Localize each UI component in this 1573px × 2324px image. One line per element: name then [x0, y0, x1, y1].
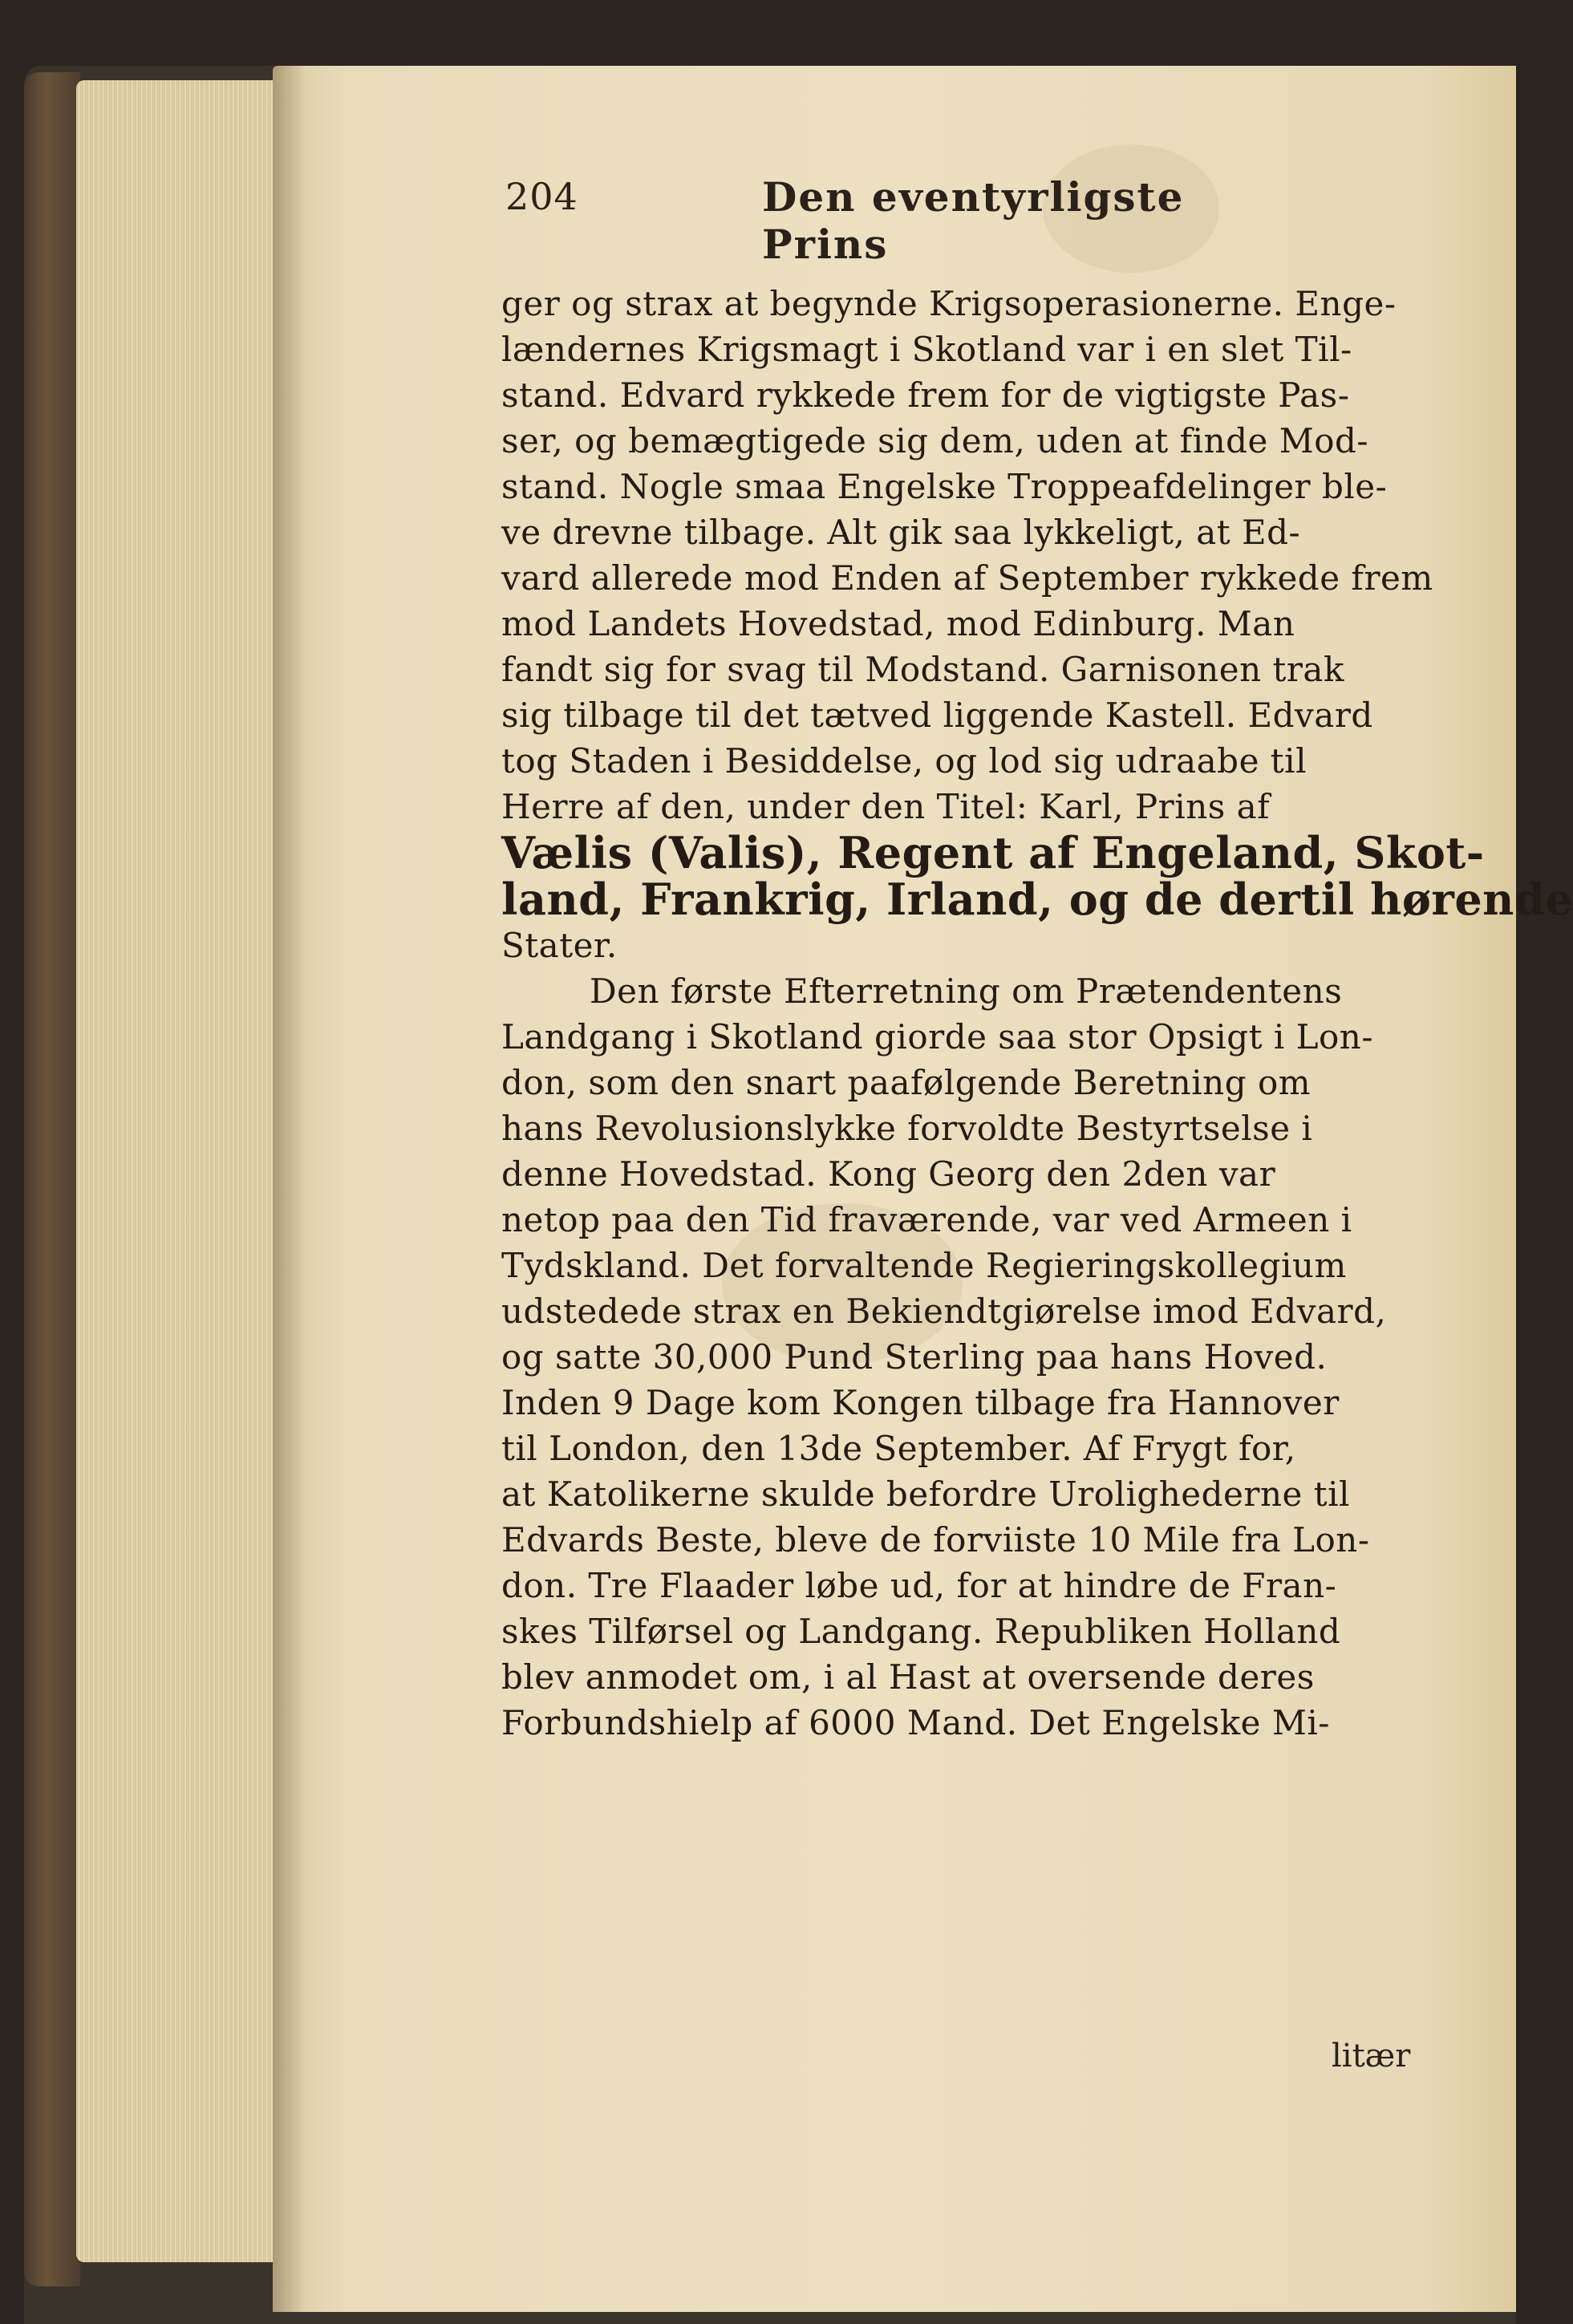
- text-line: don. Tre Flaader løbe ud, for at hindre de Fran-: [501, 1566, 1337, 1605]
- text-line: tog Staden i Besiddelse, og lod sig udraabe til: [501, 741, 1307, 781]
- text-line: lændernes Krigsmagt i Skotland var i en slet Til-: [501, 330, 1352, 369]
- text-line: don, som den snart paafølgende Beretning om: [501, 1063, 1312, 1102]
- page-header: [505, 167, 1307, 268]
- text-line: hans Revolusionslykke forvoldte Bestyrtselse i: [501, 1109, 1313, 1148]
- text-line: udstedede strax en Bekiendtgiørelse imod Edvard,: [501, 1292, 1387, 1331]
- text-line: ve drevne tilbage. Alt gik saa lykkeligt, at Ed-: [501, 513, 1301, 552]
- text-line: mod Landets Hovedstad, mod Edinburg. Man: [501, 604, 1295, 643]
- book-cover-edge: [24, 72, 80, 2286]
- text-line: skes Tilførsel og Landgang. Republiken Holland: [501, 1612, 1341, 1651]
- text-line: at Katolikerne skulde befordre Urolighederne til: [501, 1474, 1350, 1514]
- text-line: ser, og bemægtigede sig dem, uden at finde Mod-: [501, 421, 1369, 460]
- text-line: Inden 9 Dage kom Kongen tilbage fra Hannover: [501, 1383, 1340, 1422]
- body-text: [501, 281, 1573, 1746]
- text-line: fandt sig for svag til Modstand. Garnisonen trak: [501, 650, 1344, 689]
- text-line: Landgang i Skotland giorde saa stor Opsigt i Lon-: [501, 1017, 1374, 1057]
- page-number: 204: [505, 175, 578, 218]
- text-line: denne Hovedstad. Kong Georg den 2den var: [501, 1154, 1276, 1194]
- text-line: Edvards Beste, bleve de forviiste 10 Mile fra Lon-: [501, 1520, 1370, 1559]
- text-line: netop paa den Tid fraværende, var ved Armeen i: [501, 1200, 1352, 1239]
- running-title: Den eventyrligste Prins: [762, 173, 1185, 268]
- text-line: Tydskland. Det forvaltende Regieringskollegium: [501, 1246, 1347, 1285]
- gutter-shadow: [273, 66, 305, 2312]
- text-line: ger og strax at begynde Krigsoperasionerne. Enge-: [501, 284, 1397, 323]
- text-line: til London, den 13de September. Af Frygt for,: [501, 1429, 1296, 1468]
- text-line: land, Frankrig, Irland, og de dertil hørende: [501, 874, 1573, 925]
- text-line: Den første Efterretning om Prætendentens: [590, 971, 1343, 1011]
- page-edges-stack: [76, 80, 289, 2262]
- text-line: blev anmodet om, i al Hast at oversende deres: [501, 1657, 1315, 1697]
- text-line: stand. Nogle smaa Engelske Troppeafdelinger ble-: [501, 467, 1388, 506]
- text-line: Forbundshielp af 6000 Mand. Det Engelske Mi-: [501, 1703, 1330, 1742]
- text-line: vard allerede mod Enden af September rykkede frem: [501, 558, 1433, 598]
- text-line: Stater.: [501, 926, 618, 965]
- text-line: sig tilbage til det tætved liggende Kastell. Edvard: [501, 696, 1373, 735]
- text-line: Herre af den, under den Titel: Karl, Prins af: [501, 787, 1271, 826]
- catchword: litær: [1332, 2038, 1411, 2075]
- text-line: stand. Edvard rykkede frem for de vigtigste Pas-: [501, 375, 1350, 415]
- text-line: og satte 30,000 Pund Sterling paa hans Hoved.: [501, 1337, 1328, 1377]
- text-line: Vælis (Valis), Regent af Engeland, Skot-: [501, 827, 1485, 878]
